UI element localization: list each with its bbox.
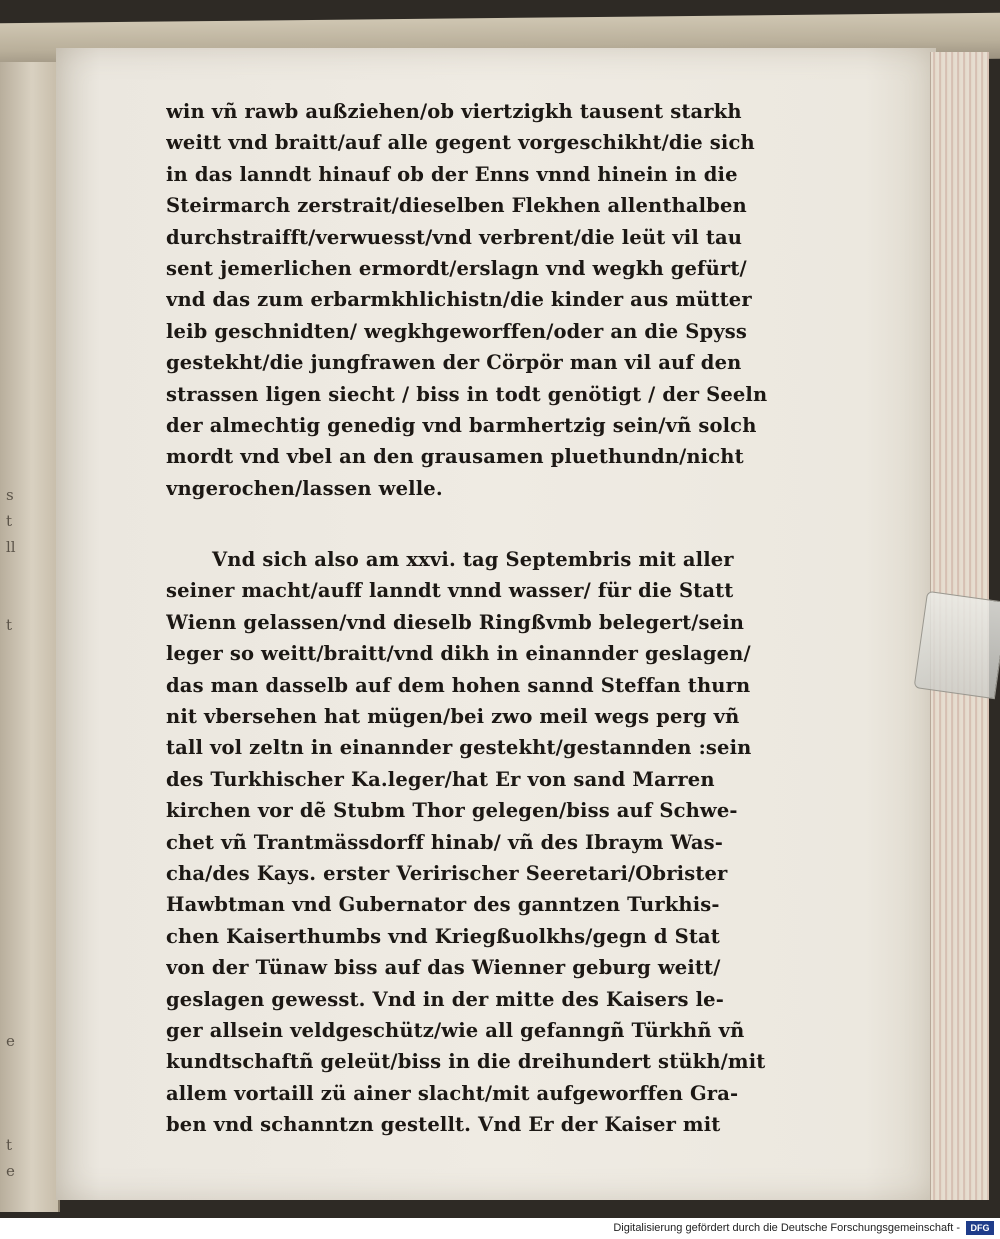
text-line: ben vnd schanntzn gestellt. Vnd Er der Kaiser mit — [166, 1113, 721, 1137]
previous-page-edge — [0, 62, 60, 1212]
text-line: der almechtig genedig vnd barmhertzig sein/vñ solch — [166, 413, 757, 437]
text-line: in das lanndt hinauf ob der Enns vnnd hinein in die — [166, 162, 738, 186]
page-clip — [914, 591, 1000, 699]
dfg-logo: DFG — [966, 1221, 994, 1235]
text-line: kundtschaftñ geleüt/biss in die dreihundert stükh/mit — [166, 1050, 766, 1074]
text-line: strassen ligen siecht / biss in todt genötigt / der Seeln — [166, 382, 768, 406]
text-line: seiner macht/auff lanndt vnnd wasser/ für die Statt — [166, 579, 734, 603]
text-line: vnd das zum erbarmkhlichistn/die kinder aus mütter — [166, 288, 752, 312]
text-line: nit vbersehen hat mügen/bei zwo meil wegs perg vñ — [166, 705, 740, 729]
text-line: leib geschnidten/ wegkhgeworffen/oder an die Spyss — [166, 319, 747, 343]
text-line: Hawbtman vnd Gubernator des ganntzen Turkhis- — [166, 893, 720, 917]
text-line: kirchen vor dẽ Stubm Thor gelegen/biss auf Schwe- — [166, 799, 738, 823]
paragraph-gap — [166, 504, 796, 544]
text-line: ger allsein veldgeschütz/wie all gefanngñ Türkhñ vñ — [166, 1018, 745, 1042]
previous-page-marks: s t ll t e t e — [6, 486, 16, 1180]
page-text — [166, 96, 796, 1141]
paragraph-2 — [166, 544, 796, 1140]
text-line: sent jemerlichen ermordt/erslagn vnd wegkh gefürt/ — [166, 256, 747, 280]
text-line: durchstraifft/verwuesst/vnd verbrent/die leüt vil tau — [166, 225, 743, 249]
text-line: mordt vnd vbel an den grausamen pluethundn/nicht — [166, 445, 744, 469]
footer-bar — [0, 1218, 1000, 1239]
paragraph-1 — [166, 96, 796, 504]
text-line: geslagen gewesst. Vnd in der mitte des Kaisers le- — [166, 987, 724, 1011]
text-line: weitt vnd braitt/auf alle gegent vorgeschikht/die sich — [166, 131, 755, 155]
text-line: allem vortaill zü ainer slacht/mit aufgeworffen Gra- — [166, 1081, 739, 1105]
text-line: leger so weitt/braitt/vnd dikh in einannder geslagen/ — [166, 642, 751, 666]
text-line: Wienn gelassen/vnd dieselb Ringßvmb belegert/sein — [166, 610, 745, 634]
text-line: chen Kaiserthumbs vnd Kriegßuolkhs/gegn d Stat — [166, 924, 720, 948]
text-line: Steirmarch zerstrait/dieselben Flekhen allenthalben — [166, 194, 747, 218]
text-line: das man dasselb auf dem hohen sannd Steffan thurn — [166, 673, 751, 697]
text-line: des Turkhischer Ka.leger/hat Er von sand Marren — [166, 767, 715, 791]
funding-notice: Digitalisierung gefördert durch die Deutsche Forschungsgemeinschaft - — [613, 1222, 960, 1234]
text-line: chet vñ Trantmässdorff hinab/ vñ des Ibraym Was- — [166, 830, 724, 854]
text-line: gestekht/die jungfrawen der Cörpör man vil auf den — [166, 351, 742, 375]
text-line: vngerochen/lassen welle. — [166, 476, 443, 500]
text-line: Vnd sich also am xxvi. tag Septembris mit aller — [212, 548, 734, 572]
text-line: win vñ rawb außziehen/ob viertzigkh tausent starkh — [166, 100, 742, 123]
text-line: cha/des Kays. erster Veririscher Seeretari/Obrister — [166, 861, 728, 885]
text-line: tall vol zeltn in einannder gestekht/gestannden :sein — [166, 736, 752, 760]
text-line: von der Tünaw biss auf das Wienner geburg weitt/ — [166, 956, 721, 980]
